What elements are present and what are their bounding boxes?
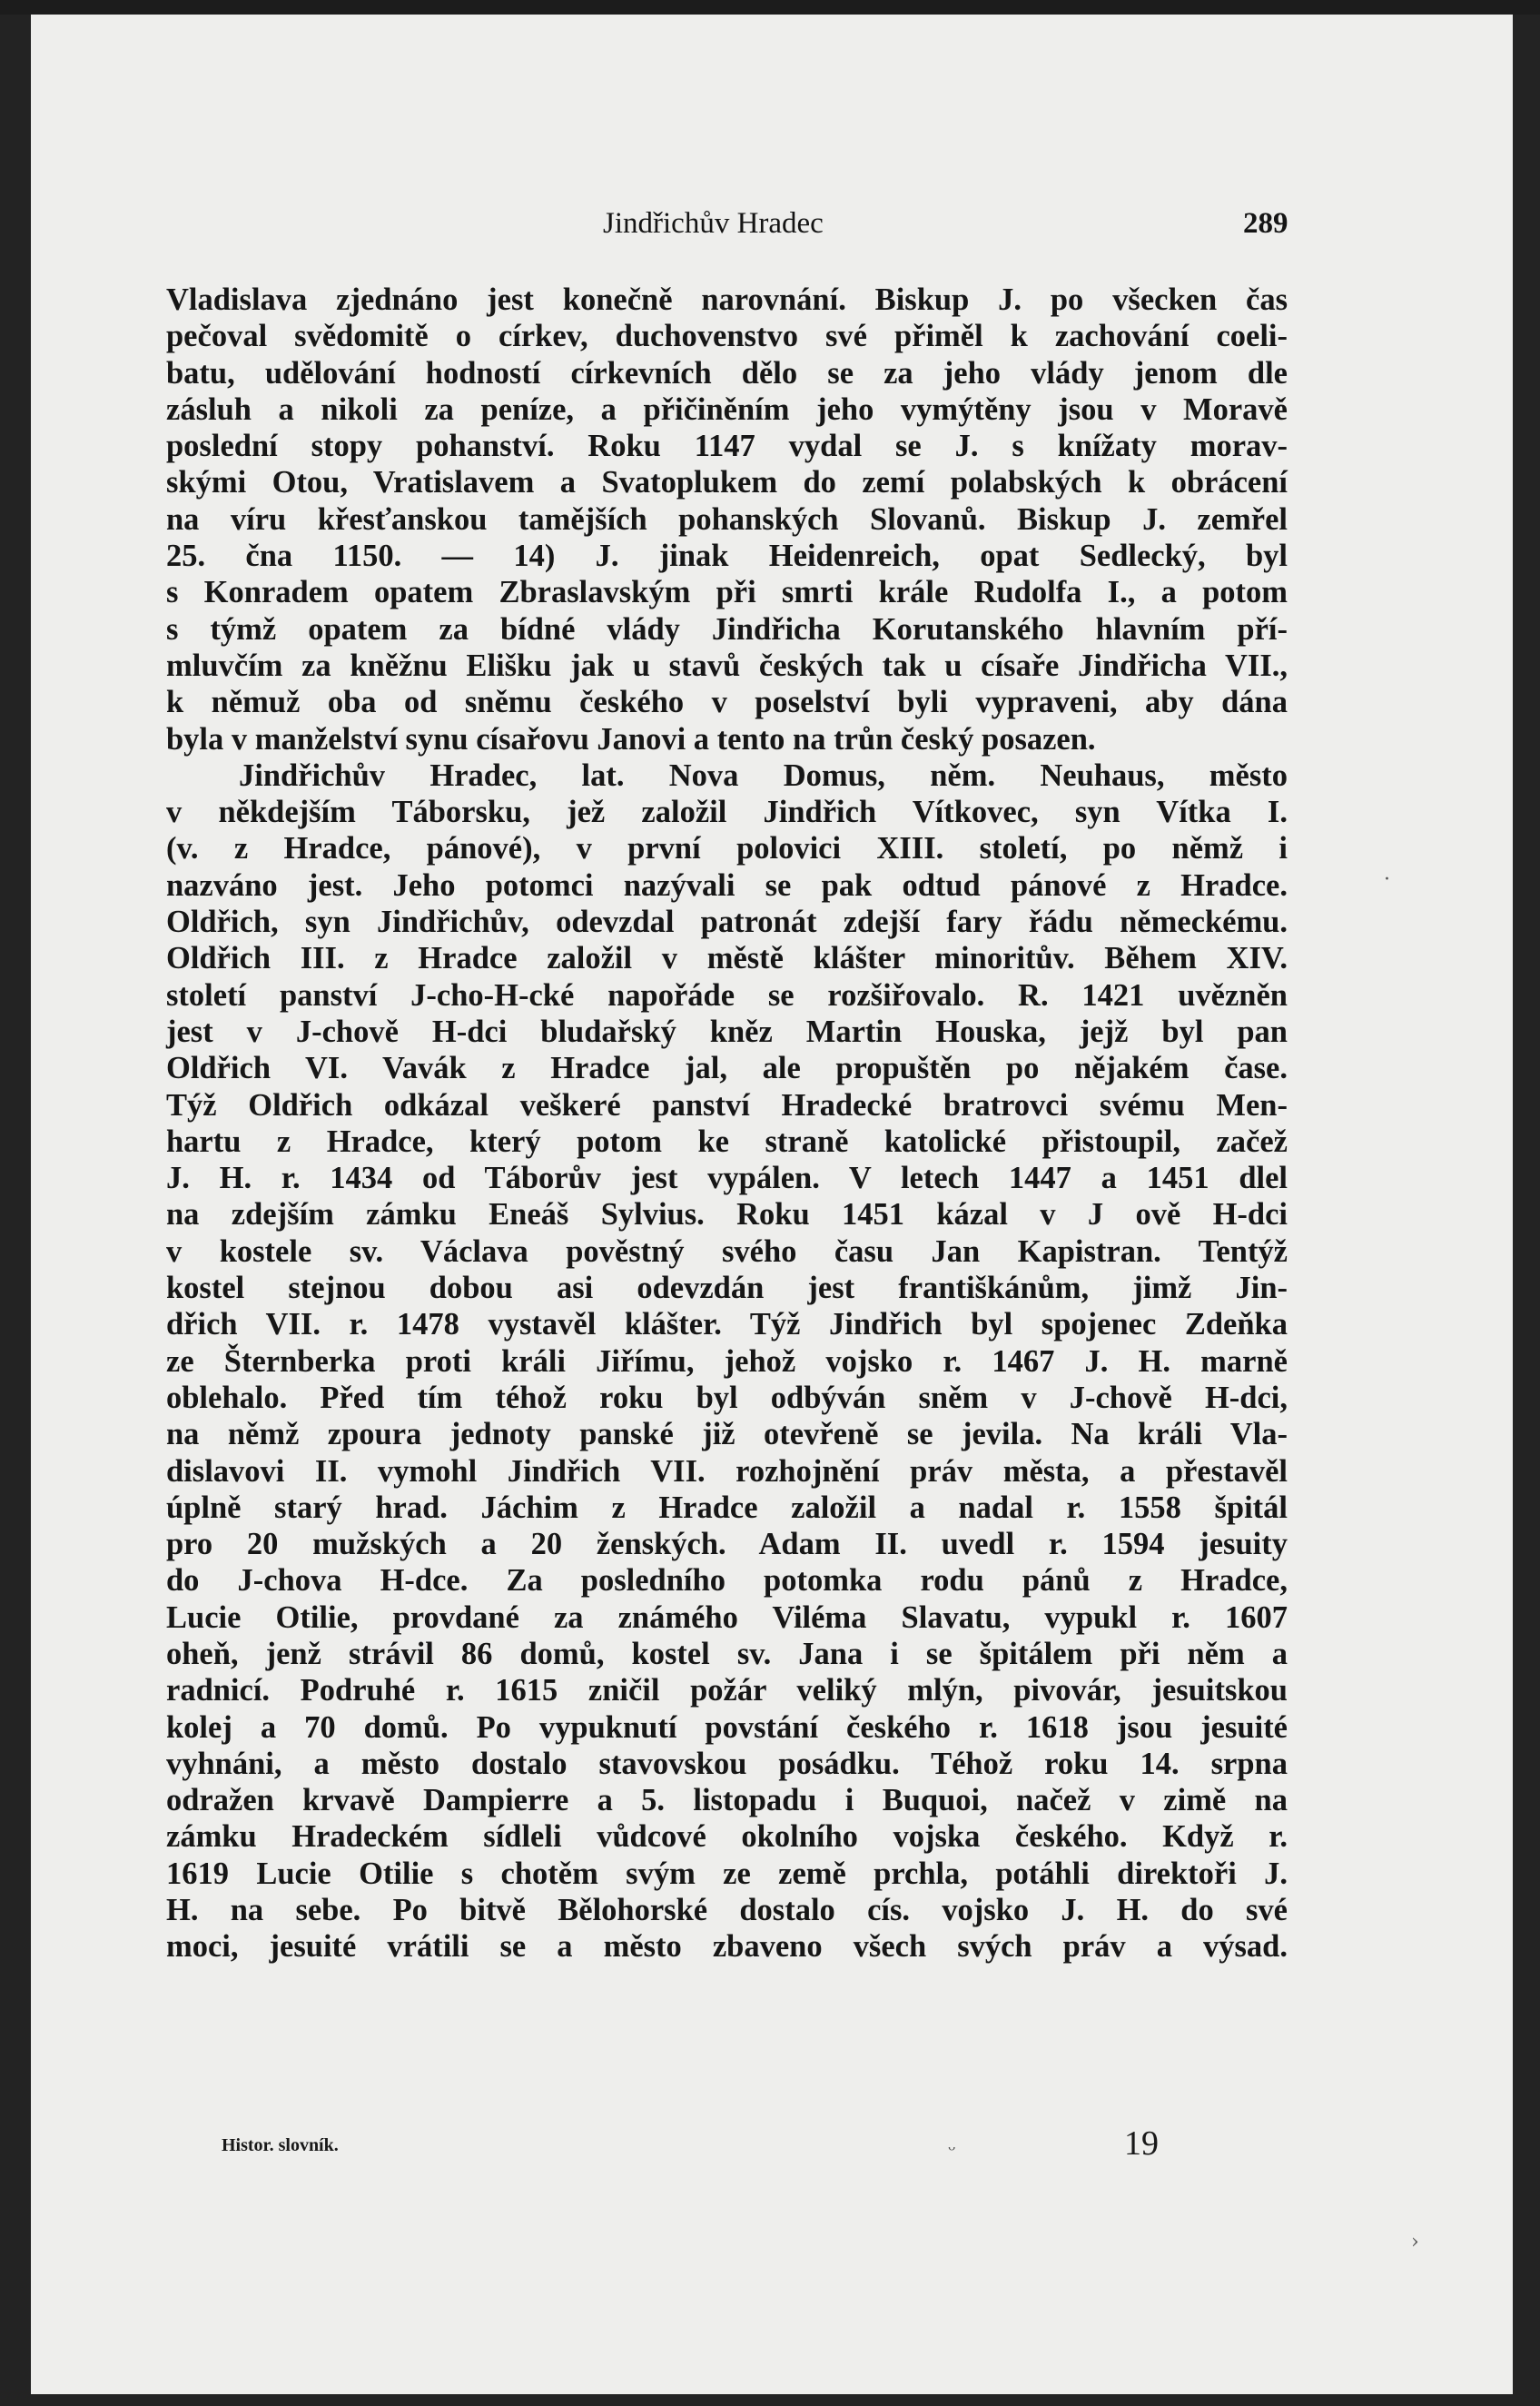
text-line: Lucie Otilie, provdané za známého Viléma Slavatu, vypukl r. 1607 xyxy=(166,1599,1288,1635)
body-text xyxy=(166,282,1288,1965)
text-line: dislavovi II. vymohl Jindřich VII. rozhojnění práv města, a přestavěl xyxy=(166,1453,1288,1489)
text-line: Oldřich, syn Jindřichův, odevzdal patronát zdejší fary řádu německému. xyxy=(166,905,1288,940)
scan-speck-mark: · xyxy=(1384,868,1390,891)
text-line: batu, udělování hodností církevních dělo se za jeho vlády jenom dle xyxy=(166,355,1288,391)
scan-speck-mark: › xyxy=(1411,2231,1419,2253)
running-head xyxy=(31,207,1513,243)
text-line: úplně starý hrad. Jáchim z Hradce založil a nadal r. 1558 špitál xyxy=(166,1490,1288,1525)
text-line: na zdejším zámku Eneáš Sylvius. Roku 1451 kázal v J ově H-dci xyxy=(166,1197,1288,1233)
text-line: oheň, jenž strávil 86 domů, kostel sv. Jana i se špitálem při něm a xyxy=(166,1636,1288,1671)
text-line: mluvčím za kněžnu Elišku jak u stavů českých tak u císaře Jindřicha VII., xyxy=(166,648,1288,683)
text-line: Týž Oldřich odkázal veškeré panství Hradecké bratrovci svému Men- xyxy=(166,1087,1288,1123)
text-line: odražen krvavě Dampierre a 5. listopadu i Buquoi, načež v zimě na xyxy=(166,1783,1288,1818)
text-line: století panství J-cho-H-cké napořáde se rozšiřovalo. R. 1421 uvězněn xyxy=(166,977,1288,1013)
text-line: Vladislava zjednáno jest konečně narovnání. Biskup J. po všecken čas xyxy=(166,282,1288,317)
running-head-title: Jindřichův Hradec xyxy=(603,207,824,240)
text-line: byla v manželství synu císařovu Janovi a tento na trůn český posazen. xyxy=(166,721,1096,757)
text-line: vyhnáni, a město dostalo stavovskou posádku. Téhož roku 14. srpna xyxy=(166,1746,1288,1781)
text-line: na víru křesťanskou tamějších pohanských Slovanů. Biskup J. zemřel xyxy=(166,501,1288,537)
text-line: nazváno jest. Jeho potomci nazývali se pak odtud pánové z Hradce. xyxy=(166,867,1288,903)
text-line: jest v J-chově H-dci bludařský kněz Martin Houska, jejž byl pan xyxy=(166,1014,1288,1049)
text-line: v kostele sv. Václava pověstný svého času Jan Kapistran. Tentýž xyxy=(166,1233,1288,1269)
text-line: ze Šternberka proti králi Jiřímu, jehož vojsko r. 1467 J. H. marně xyxy=(166,1343,1288,1379)
text-line: poslední stopy pohanství. Roku 1147 vydal se J. s knížaty morav- xyxy=(166,429,1288,464)
footer-signature: Histor. slovník. xyxy=(222,2135,339,2155)
entry-heading-line: Jindřichův Hradec, lat. Nova Domus, něm. Neuhaus, město xyxy=(239,757,1288,793)
text-line: kostel stejnou dobou asi odevzdán jest františkánům, jimž Jin- xyxy=(166,1271,1288,1306)
text-line: radnicí. Podruhé r. 1615 zničil požár veliký mlýn, pivovár, jesuitskou xyxy=(166,1673,1288,1708)
sheet-number: 19 xyxy=(1124,2124,1159,2163)
text-line: Oldřich III. z Hradce založil v městě klášter minoritův. Během XIV. xyxy=(166,941,1288,976)
text-line: v někdejším Táborsku, jež založil Jindřich Vítkovec, syn Vítka I. xyxy=(166,795,1288,830)
text-line: J. H. r. 1434 od Táborův jest vypálen. V letech 1447 a 1451 dlel xyxy=(166,1161,1288,1196)
scan-speck-mark: ᵕ xyxy=(948,2140,956,2163)
text-line: kolej a 70 domů. Po vypuknutí povstání českého r. 1618 jsou jesuité xyxy=(166,1709,1288,1745)
text-line: hartu z Hradce, který potom ke straně katolické přistoupil, začež xyxy=(166,1124,1288,1159)
page-number: 289 xyxy=(1243,207,1288,240)
text-line: oblehalo. Před tím téhož roku byl odbýván sněm v J-chově H-dci, xyxy=(166,1380,1288,1415)
text-line: k němuž oba od sněmu českého v poselství byli vypraveni, aby dána xyxy=(166,685,1288,720)
text-line: H. na sebe. Po bitvě Bělohorské dostalo cís. vojsko J. H. do své xyxy=(166,1893,1288,1928)
text-line: Oldřich VI. Vavák z Hradce jal, ale propuštěn po nějakém čase. xyxy=(166,1051,1288,1086)
text-line: 25. čna 1150. — 14) J. jinak Heidenreich, opat Sedlecký, byl xyxy=(166,539,1288,574)
text-line: skými Otou, Vratislavem a Svatoplukem do zemí polabských k obrácení xyxy=(166,465,1288,500)
text-line: (v. z Hradce, pánové), v první polovici XIII. století, po němž i xyxy=(166,831,1288,866)
scan-top-edge xyxy=(0,0,1540,15)
book-page xyxy=(31,15,1513,2394)
text-line: pro 20 mužských a 20 ženských. Adam II. uvedl r. 1594 jesuity xyxy=(166,1527,1288,1562)
text-line: do J-chova H-dce. Za posledního potomka rodu pánů z Hradce, xyxy=(166,1563,1288,1599)
text-line: zásluh a nikoli za peníze, a přičiněním jeho vymýtěny jsou v Moravě xyxy=(166,391,1288,427)
text-line: zámku Hradeckém sídleli vůdcové okolního vojska českého. Když r. xyxy=(166,1819,1288,1855)
text-line: pečoval svědomitě o církev, duchovenstvo své přiměl k zachování coeli- xyxy=(166,319,1288,354)
text-line: 1619 Lucie Otilie s chotěm svým ze země prchla, potáhli direktoři J. xyxy=(166,1856,1288,1891)
text-line: na němž zpoura jednoty panské již otevřeně se jevila. Na králi Vla- xyxy=(166,1417,1288,1452)
text-line: moci, jesuité vrátili se a město zbaveno všech svých práv a výsad. xyxy=(166,1929,1288,1965)
text-line: s Konradem opatem Zbraslavským při smrti krále Rudolfa I., a potom xyxy=(166,575,1288,610)
text-line: s týmž opatem za bídné vlády Jindřicha Korutanského hlavním pří- xyxy=(166,611,1288,647)
text-line: dřich VII. r. 1478 vystavěl klášter. Týž Jindřich byl spojenec Zdeňka xyxy=(166,1307,1288,1342)
